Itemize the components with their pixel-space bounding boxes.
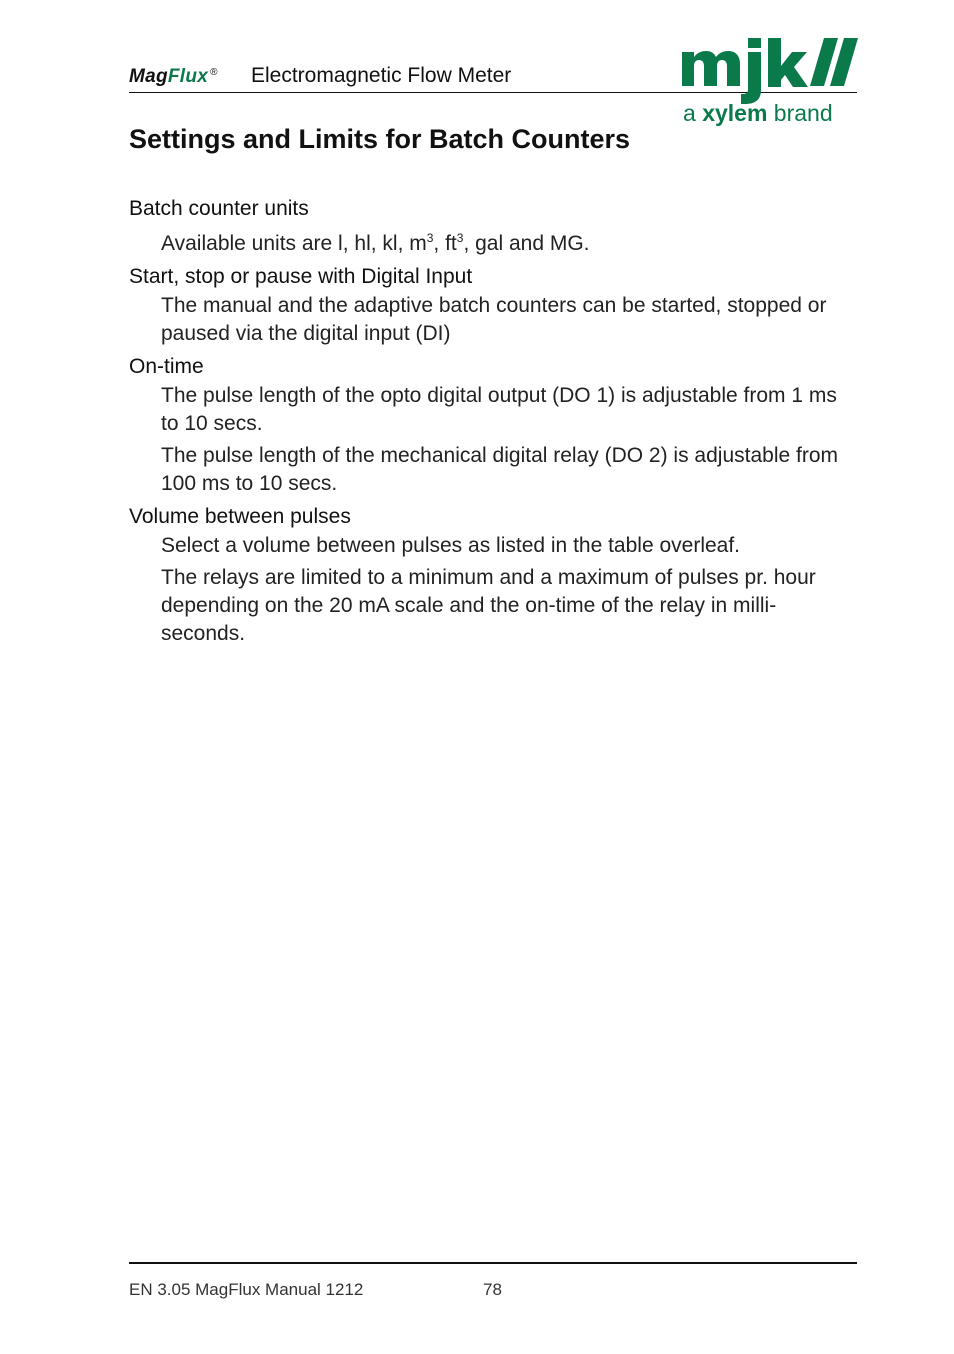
page-number: 78 [483, 1280, 502, 1299]
section-volume-between-pulses [129, 502, 854, 648]
footer-divider [129, 1262, 857, 1264]
section-digital-input [129, 262, 854, 348]
paragraph: Available units are l, hl, kl, $m^3$, $ft^3$, gal and MG. [161, 231, 590, 255]
paragraph: The pulse length of the opto digital output (DO 1) is adjustable from 1 ms to 10 secs. [161, 384, 837, 435]
footer-document-id: EN 3.05 MagFlux Manual 1212 [129, 1280, 364, 1299]
section-heading: On-time [129, 355, 204, 378]
section-heading: Batch counter units [129, 197, 309, 220]
magflux-brand: MagFlux ® [129, 66, 218, 87]
paragraph: The relays are limited to a minimum and a maximum of pulses pr. hour depending on the 20 mA scale and the on-time of the relay in milli-seconds. [161, 566, 816, 645]
page-title: Settings and Limits for Batch Counters [129, 124, 631, 154]
paragraph: Select a volume between pulses as listed in the table overleaf. [161, 534, 741, 557]
paragraph: The manual and the adaptive batch counters can be started, stopped or paused via the digital input (DI) [161, 294, 827, 345]
section-on-time [129, 352, 854, 498]
document-body [129, 194, 854, 652]
xylem-brand-tagline: a xylem brand [683, 100, 833, 126]
paragraph: The pulse length of the mechanical digital relay (DO 2) is adjustable from 100 ms to 10 secs. [161, 444, 839, 495]
section-heading: Volume between pulses [129, 505, 351, 528]
header-title: Electromagnetic Flow Meter [251, 64, 512, 87]
section-batch-counter-units [129, 194, 854, 258]
section-heading: Start, stop or pause with Digital Input [129, 265, 473, 288]
